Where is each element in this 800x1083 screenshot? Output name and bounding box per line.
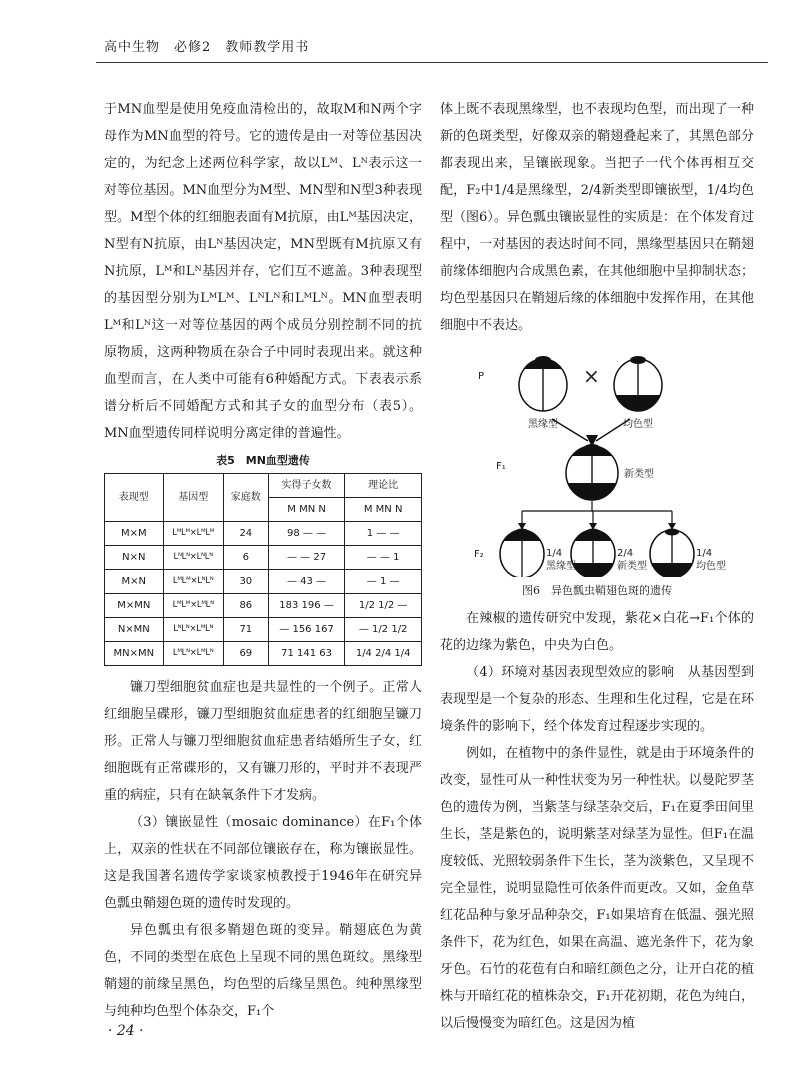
table-row — [105, 522, 422, 546]
right-paragraph-3: （4）环境对基因表现型效应的影响 从基因型到表现型是一个复杂的形态、生理和生化过程，它是在环境条件的影响下，经个体发育过程逐步实现的。 — [440, 665, 754, 734]
cell-phenotype: MN×MN — [105, 642, 164, 666]
beetle-f2-uniform — [646, 529, 698, 578]
cell-phenotype: M×N — [105, 570, 164, 594]
cross-symbol: × — [583, 364, 600, 388]
beetle-f1-mosaic — [560, 442, 624, 503]
beetle-black-edge — [515, 355, 575, 411]
label-junse: 均色型 — [623, 419, 653, 430]
left-paragraph-1: 于MN血型是使用免疫血清检出的，故取M和N两个字母作为MN血型的符号。它的遗传是由一对等位基因决定的，为纪念上述两位科学家，故以Lᴹ、Lᴺ表示这一对等位基因。MN血型分为M型、MN型和N型3种表现型。M型个体的红细胞表面有M抗原，由Lᴹ基因决定，N型有N抗原，由Lᴺ基因决定，MN型既有M抗原又有N抗原，Lᴹ和Lᴺ基因并存，它们互不遮盖。3种表现型的基因型分别为LᴹLᴹ、LᴺLᴺ和LᴹLᴺ。MN血型表明Lᴹ和Lᴺ这一对等位基因的两个成员分别控制不同的抗原物质，这两种物质在杂合子中同时表现出来。就这种血型而言，在人类中可能有6种婚配方式。下表表示系谱分析后不同婚配方式和其子女的血型分布（表5）。MN血型遗传同样说明分离定律的普遍性。 — [104, 102, 422, 441]
th-phenotype: 表现型 — [105, 474, 164, 522]
ladybug-figure — [440, 351, 754, 577]
cell-genotype: LᴺLᴺ×LᴹLᴺ — [163, 618, 223, 642]
label-ratio-3: 1/4 — [696, 548, 713, 559]
label-ratio-1: 1/4 — [546, 548, 563, 559]
cell-observed: 71 141 63 — [268, 642, 345, 666]
cell-families: 24 — [223, 522, 268, 546]
figure-caption: 图6 异色瓢虫鞘翅色斑的遗传 — [522, 584, 672, 597]
cell-genotype: LᴹLᴺ×LᴹLᴺ — [163, 642, 223, 666]
right-paragraph-4: 例如，在植物中的条件显性，就是由于环境条件的改变，显性可从一种性状变为另一种性状。以曼陀罗茎色的遗传为例，当紫茎与绿茎杂交后，F₁在夏季田间里生长，茎是紫色的，说明紫茎对绿茎为显性。但F₁在温度较低、光照较弱条件下生长，茎为淡紫色，又呈现不完全显性，说明显隐性可依条件而更改。又如，金鱼草红花品种与象牙品种杂交，F₁如果培育在低温、强光照条件下，花为红色，如果在高温、遮光条件下，花为象牙色。石竹的花苞有白和暗红颜色之分，让开白花的植株与开暗红花的植株杂交，F₁开花初期，花色为纯白，以后慢慢变为暗红色。这是因为植 — [440, 746, 754, 1031]
cell-families: 71 — [223, 618, 268, 642]
cell-phenotype: M×M — [105, 522, 164, 546]
table-row — [105, 570, 422, 594]
cell-observed: — — 27 — [268, 546, 345, 570]
cell-phenotype: N×N — [105, 546, 164, 570]
right-column — [440, 96, 754, 1037]
cell-observed: 98 — — — [268, 522, 345, 546]
cell-genotype: LᴹLᴹ×LᴹLᴺ — [163, 594, 223, 618]
label-ratio-2: 2/4 — [617, 548, 634, 559]
cell-genotype: LᴹLᴹ×LᴹLᴹ — [163, 522, 223, 546]
table-row — [105, 618, 422, 642]
table-row — [105, 594, 422, 618]
label-heiyuan-f2: 黑缘型 — [546, 561, 576, 572]
cell-observed: — 43 — — [268, 570, 345, 594]
beetle-f2-black-edge — [496, 529, 548, 578]
table-row — [105, 642, 422, 666]
label-heiyuan: 黑缘型 — [528, 419, 558, 430]
cell-families: 6 — [223, 546, 268, 570]
left-paragraph-3: （3）镶嵌显性（mosaic dominance）在F₁个体上，双亲的性状在不同部位镶嵌存在，称为镶嵌显性。这是我国著名遗传学家谈家桢教授于1946年在研究异色瓢虫鞘翅色斑的遗传时发现的。 — [104, 815, 422, 911]
cell-expected: 1 — — — [345, 522, 422, 546]
label-xinlei-f1: 新类型 — [624, 469, 654, 480]
cell-expected: — 1 — — [345, 570, 422, 594]
right-paragraph-2: 在辣椒的遗传研究中发现，紫花×白花→F₁个体的花的边缘为紫色，中央为白色。 — [440, 611, 754, 653]
th-expected: 理论比 — [345, 474, 422, 498]
th-families: 家庭数 — [223, 474, 268, 522]
mn-blood-table — [104, 473, 422, 666]
cell-genotype: LᴹLᴹ×LᴺLᴺ — [163, 570, 223, 594]
cell-genotype: LᴺLᴺ×LᴺLᴺ — [163, 546, 223, 570]
label-f1: F₁ — [496, 461, 506, 472]
left-column — [104, 96, 422, 1025]
table-title: 表5 MN血型遗传 — [216, 454, 310, 467]
cell-families: 30 — [223, 570, 268, 594]
header-rule — [96, 62, 768, 63]
label-f2: F₂ — [474, 549, 484, 560]
cell-families: 69 — [223, 642, 268, 666]
left-paragraph-4: 异色瓢虫有很多鞘翅色斑的变异。鞘翅底色为黄色，不同的类型在底色上呈现不同的黑色斑纹。黑缘型鞘翅的前缘呈黑色，均色型的后缘呈黑色。纯种黑缘型与纯种均色型个体杂交，F₁个 — [104, 923, 422, 1019]
beetle-uniform — [610, 356, 670, 415]
cell-phenotype: N×MN — [105, 618, 164, 642]
ladybug-diagram — [440, 351, 754, 577]
cell-expected: — 1/2 1/2 — [345, 618, 422, 642]
cell-expected: — — 1 — [345, 546, 422, 570]
cell-phenotype: M×MN — [105, 594, 164, 618]
th-genotype: 基因型 — [163, 474, 223, 522]
running-header: 高中生物 必修2 教师教学用书 — [104, 40, 310, 55]
th-expected-sub: M MN N — [345, 498, 422, 522]
label-junse-f2: 均色型 — [696, 561, 726, 572]
cell-expected: 1/4 2/4 1/4 — [345, 642, 422, 666]
page-number: · 24 · — [108, 1023, 144, 1039]
label-p: P — [478, 371, 485, 382]
th-observed: 实得子女数 — [268, 474, 345, 498]
cell-expected: 1/2 1/2 — — [345, 594, 422, 618]
cell-observed: 183 196 — — [268, 594, 345, 618]
table-row — [105, 546, 422, 570]
cell-families: 86 — [223, 594, 268, 618]
right-paragraph-1: 体上既不表现黑缘型，也不表现均色型，而出现了一种新的色斑类型，好像双亲的鞘翅叠起来了，其黑色部分都表现出来，呈镶嵌现象。当把子一代个体再相互交配，F₂中1/4是黑缘型，2/4新类型即镶嵌型，1/4均色型（图6）。异色瓢虫镶嵌显性的实质是：在个体发育过程中，一对基因的表达时间不同，黑缘型基因只在鞘翅前缘体细胞内合成黑色素，在其他细胞中呈抑制状态；均色型基因只在鞘翅后缘的体细胞中发挥作用，在其他细胞中不表达。 — [440, 102, 754, 333]
label-xinlei-f2: 新类型 — [617, 561, 647, 572]
th-observed-sub: M MN N — [268, 498, 345, 522]
cell-observed: — 156 167 — [268, 618, 345, 642]
left-paragraph-2: 镰刀型细胞贫血症也是共显性的一个例子。正常人红细胞呈碟形，镰刀型细胞贫血症患者的红细胞呈镰刀形。正常人与镰刀型细胞贫血症患者结婚所生子女，红细胞既有正常碟形的，又有镰刀形的，平时并不表现严重的病症，只有在缺氧条件下才发病。 — [104, 680, 422, 803]
